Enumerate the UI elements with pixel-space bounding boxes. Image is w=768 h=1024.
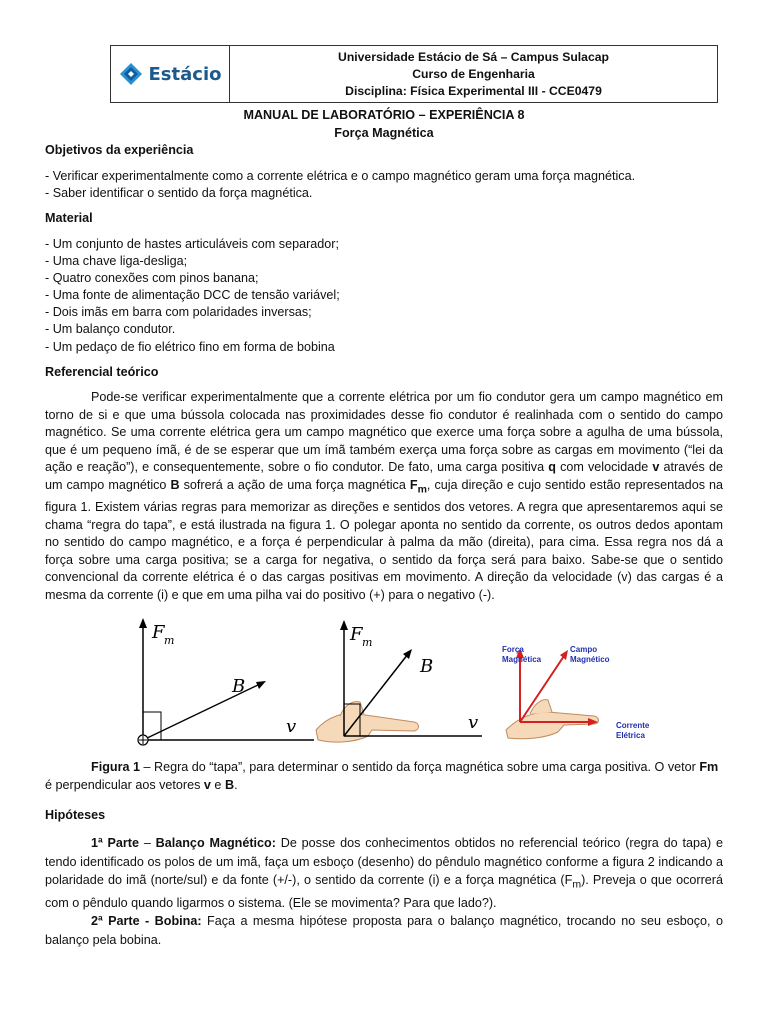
experiment-title: Força Magnética xyxy=(334,126,434,140)
hand-diagram-middle xyxy=(316,620,482,742)
objetivo-item: - Saber identificar o sentido da força magnética. xyxy=(45,186,313,200)
material-item: - Dois imãs em barra com polaridades inversas; xyxy=(45,305,312,319)
figure-1-caption: Figura 1 – Regra do “tapa”, para determinar o sentido da força magnética sobre uma carga positiva. O vetor Fm é perpendicular aos vetores v e B. xyxy=(45,760,719,792)
referencial-heading: Referencial teórico xyxy=(45,365,159,379)
svg-text:Magnética: Magnética xyxy=(502,655,542,664)
svg-text:F: F xyxy=(350,624,363,645)
discipline-name: Disciplina: Física Experimental III - CCE0479 xyxy=(345,83,602,98)
material-item: - Um pedaço de fio elétrico fino em forma de bobina xyxy=(45,340,335,354)
figure-1 xyxy=(118,612,728,755)
svg-text:Magnético: Magnético xyxy=(570,655,610,664)
svg-text:Elétrica: Elétrica xyxy=(616,731,645,740)
material-item: - Uma fonte de alimentação DCC de tensão variável; xyxy=(45,288,340,302)
university-name: Universidade Estácio de Sá – Campus Sulacap xyxy=(338,49,609,64)
material-heading: Material xyxy=(45,211,93,225)
figure-1-diagram xyxy=(118,612,728,752)
material-item: - Um conjunto de hastes articuláveis com separador; xyxy=(45,237,339,251)
material-item: - Um balanço condutor. xyxy=(45,322,176,336)
objetivos-heading: Objetivos da experiência xyxy=(45,143,194,157)
svg-text:B: B xyxy=(232,676,246,697)
svg-text:v: v xyxy=(468,712,479,733)
document-header xyxy=(110,45,718,103)
material-item: - Uma chave liga-desliga; xyxy=(45,254,188,268)
logo-text: Estácio xyxy=(148,63,222,85)
hipotese-part2: 2ª Parte - Bobina: Faça a mesma hipótese proposta para o balanço magnético, trocando no seu esboço, o balanço pela bobina. xyxy=(45,914,724,947)
svg-text:m: m xyxy=(164,634,175,647)
logo xyxy=(111,46,230,102)
material-item: - Quatro conexões com pinos banana; xyxy=(45,271,259,285)
manual-title: MANUAL DE LABORATÓRIO – EXPERIÊNCIA 8 xyxy=(243,108,525,122)
svg-text:B: B xyxy=(420,656,434,677)
vector-diagram-left xyxy=(138,618,314,745)
course-name: Curso de Engenharia xyxy=(412,66,535,81)
estacio-logo-icon xyxy=(119,62,143,86)
hipotese-part1: 1ª Parte – Balanço Magnético: De posse dos conhecimentos obtidos no referencial teórico (regra do tapa) e tendo identificado os polos de um imã, faça um esboço (desenho) do pêndulo magnético conforme a figura 2 indicando a polaridade do imã (norte/sul) e da fonte (+/-), o sentido da corrente (i) e a força magnética $(F_m)$. Preveja o que ocorrerá com o pêndulo quando ligarmos o sistema. (Ele se movimenta? Para que lado?). xyxy=(45,836,723,911)
svg-text:Corrente: Corrente xyxy=(616,721,650,730)
svg-text:Campo: Campo xyxy=(570,645,598,654)
hipoteses-heading: Hipóteses xyxy=(45,808,106,822)
hand-diagram-right xyxy=(502,645,650,740)
referencial-paragraph: Pode-se verificar experimentalmente que a corrente elétrica por um fio condutor gera um campo magnético em torno de si e que uma bússola colocada nas proximidades desse fio condutor é realinhada com o sentido do campo magnético. Se uma corrente elétrica gera um campo magnético que exerce uma força sobre a agulha de uma bússola, que é um pequeno ímã, é de se esperar que um ímã também exerça uma força sobre as cargas em movimento (“lei da ação e reação”), e consequentemente, sobre o fio condutor. De fato, uma carga positiva q com velocidade v através de um campo magnético B sofrerá a ação de uma força magnética $F_m$, cuja direção e cujo sentido estão representados na figura 1. Existem várias regras para memorizar as direções e sentidos dos vetores. A regra que apresentaremos aqui se chama “regra do tapa”, e está ilustrada na figura 1. O polegar aponta no sentido da corrente, os outros dedos apontam no sentido do campo magnético, e a força é perpendicular à palma da mão (direita), para cima. Essa regra nos dá a força sobre uma carga positiva; se a carga for negativa, o sentido da força será para baixo. Sabe-se que o sentido convencional da corrente elétrica é o das cargas positivas em movimento. A direção da velocidade (v) das cargas é a mesma da corrente (i) e que em uma pilha vai do positivo (+) para o negativo (-). xyxy=(45,390,724,603)
svg-text:v: v xyxy=(286,716,297,737)
objetivo-item: - Verificar experimentalmente como a corrente elétrica e o campo magnético geram uma força magnética. xyxy=(45,169,636,183)
svg-text:F: F xyxy=(152,622,165,643)
svg-text:Força: Força xyxy=(502,645,524,654)
header-text xyxy=(230,46,717,102)
svg-text:m: m xyxy=(362,636,373,649)
